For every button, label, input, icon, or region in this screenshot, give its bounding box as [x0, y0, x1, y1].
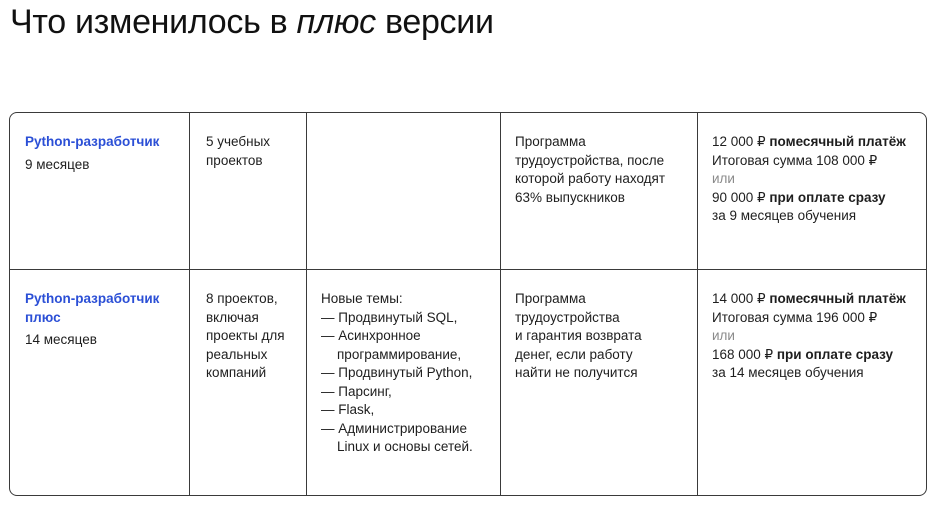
employment-line: которой работу находят: [515, 171, 666, 186]
employment-cell: [500, 113, 697, 269]
employment-line: трудоустройства: [515, 309, 620, 325]
upfront-payment: 168 000 ₽ при оплате сразу: [712, 346, 894, 362]
page-title: [10, 0, 494, 44]
program-name: Python-разработчик плюс: [25, 291, 160, 325]
table-row: [10, 113, 926, 269]
table-row: [10, 269, 926, 496]
projects-cell: [189, 270, 306, 496]
topic-item: — Продвинутый Python,: [321, 365, 473, 380]
program-cell: [10, 270, 189, 496]
topic-item: — Продвинутый SQL,: [321, 309, 458, 325]
employment-line: Программа: [515, 134, 586, 149]
projects-line: компаний: [206, 365, 267, 380]
program-cell: [10, 113, 189, 269]
topic-item-continued: программирование,: [337, 346, 462, 362]
projects-line: включая: [206, 309, 259, 325]
topic-item-continued: Linux и основы сетей.: [337, 439, 473, 454]
employment-line: трудоустройства, после: [515, 152, 665, 168]
total-sum: Итоговая сумма 108 000 ₽: [712, 152, 878, 168]
employment-line: найти не получится: [515, 365, 638, 380]
topics-heading: Новые темы:: [321, 291, 403, 306]
program-duration: 9 месяцев: [25, 156, 90, 172]
upfront-note: за 14 месяцев обучения: [712, 365, 864, 380]
program-name: Python-разработчик: [25, 134, 160, 149]
projects-line: 8 проектов,: [206, 291, 278, 306]
employment-line: Программа: [515, 291, 586, 306]
employment-line: денег, если работу: [515, 346, 633, 362]
monthly-payment: 12 000 ₽ помесячный платёж: [712, 134, 906, 149]
projects-line: 5 учебных: [206, 134, 271, 149]
monthly-payment: 14 000 ₽ помесячный платёж: [712, 291, 906, 306]
upfront-payment: 90 000 ₽ при оплате сразу: [712, 189, 886, 205]
topics-cell: [306, 113, 500, 269]
title-after: версии: [375, 3, 494, 41]
or-separator: или: [712, 171, 735, 186]
topics-cell: [306, 270, 500, 496]
projects-line: реальных: [206, 346, 268, 362]
projects-line: проектов: [206, 152, 263, 168]
price-cell: [697, 113, 926, 269]
projects-line: проекты для: [206, 328, 285, 343]
employment-line: и гарантия возврата: [515, 328, 642, 343]
total-sum: Итоговая сумма 196 000 ₽: [712, 309, 878, 325]
employment-line: 63% выпускников: [515, 189, 625, 205]
comparison-table: [9, 112, 927, 496]
upfront-note: за 9 месяцев обучения: [712, 208, 857, 223]
projects-cell: [189, 113, 306, 269]
price-cell: [697, 270, 926, 496]
program-duration: 14 месяцев: [25, 332, 97, 347]
topic-item: — Администрирование: [321, 420, 467, 436]
title-before: Что изменилось в: [10, 3, 297, 41]
employment-cell: [500, 270, 697, 496]
topic-item: — Flask,: [321, 402, 375, 417]
title-emphasis: плюс: [296, 3, 376, 41]
or-separator: или: [712, 328, 735, 343]
topic-item: — Парсинг,: [321, 383, 392, 399]
topic-item: — Асинхронное: [321, 328, 421, 343]
